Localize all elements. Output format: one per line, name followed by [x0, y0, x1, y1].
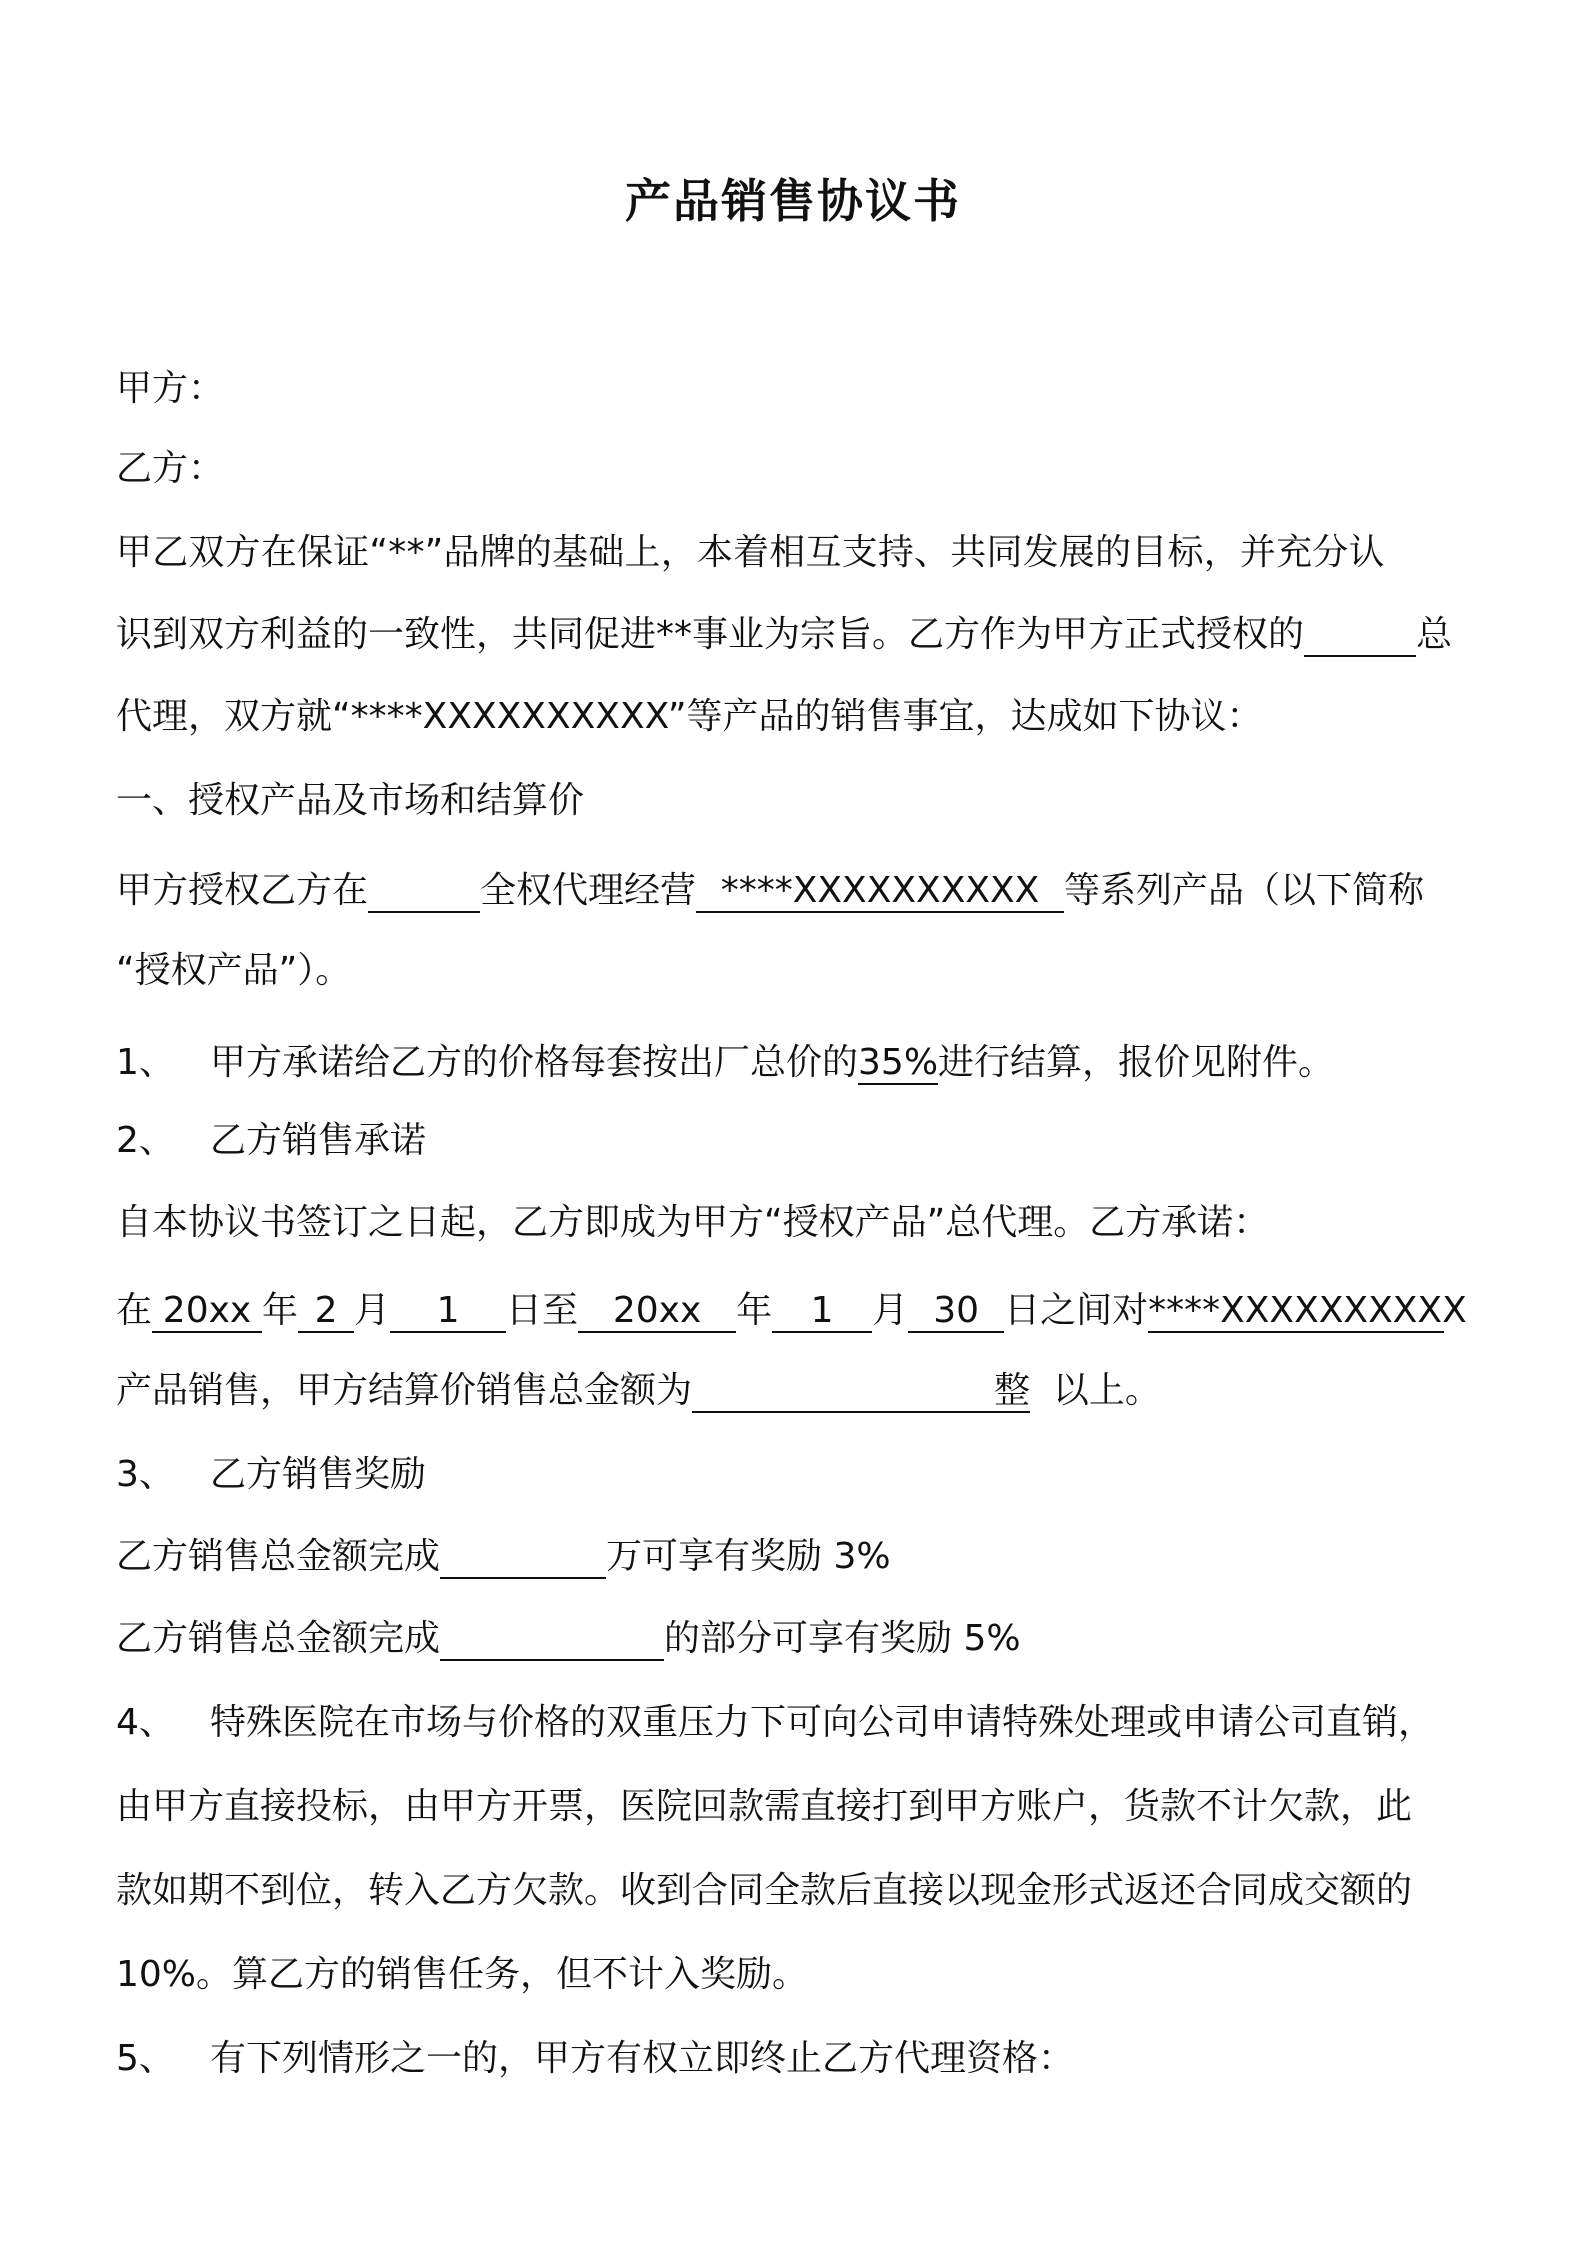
intro-line-2-text: 识到双方利益的一致性，共同促进**事业为宗旨。乙方作为甲方正式授权的 — [116, 614, 1305, 655]
authorization-line-2: “授权产品”）。 — [116, 950, 352, 991]
intro-line-3: 代理，双方就“****XXXXXXXXXX”等产品的销售事宜，达成如下协议： — [116, 696, 1263, 737]
item-1-text-b: 进行结算，报价见附件。 — [938, 1042, 1335, 1083]
reward-2-text-a: 乙方销售总金额完成 — [116, 1618, 441, 1659]
end-year: 20xx — [578, 1291, 736, 1333]
whole-label: 整 — [994, 1370, 1031, 1411]
amount-text: 产品销售，甲方结算价销售总金额为 — [116, 1370, 693, 1411]
intro-line-2 — [116, 612, 1506, 658]
item-5-number: 5、 — [116, 2038, 175, 2079]
document-title: 产品销售协议书 — [625, 174, 961, 228]
blank-market — [368, 871, 480, 913]
item-2-period-line — [116, 1288, 1506, 1334]
year-label-2: 年 — [736, 1290, 773, 1331]
party-a-label: 甲方： — [116, 368, 225, 409]
item-4-line-4: 10%。算乙方的销售任务，但不计入奖励。 — [116, 1954, 809, 1995]
item-3-number: 3、 — [116, 1454, 175, 1495]
above-label: 以上。 — [1052, 1370, 1161, 1411]
item-4-number: 4、 — [116, 1702, 175, 1743]
section-1-heading: 一、授权产品及市场和结算价 — [116, 780, 585, 821]
item-4-line-2: 由甲方直接投标，由甲方开票，医院回款需直接打到甲方账户，货款不计欠款，此 — [116, 1786, 1413, 1827]
reward-1-amount — [440, 1537, 606, 1579]
item-4-line-1 — [116, 1700, 1506, 1746]
reward-2-text-b: 的部分可享有奖励 5% — [664, 1618, 1021, 1659]
total-amount — [692, 1371, 1030, 1413]
year-label-1: 年 — [262, 1290, 299, 1331]
month-label-1: 月 — [354, 1290, 391, 1331]
start-month: 2 — [298, 1291, 354, 1333]
intro-line-1: 甲乙双方在保证“**”品牌的基础上，本着相互支持、共同发展的目标，并充分认 — [116, 532, 1385, 573]
auth-text-c: 等系列产品（以下简称 — [1064, 870, 1425, 911]
item-2-amount-line — [116, 1368, 1506, 1414]
month-label-2: 月 — [872, 1290, 909, 1331]
reward-line-1 — [116, 1534, 1506, 1580]
item-2-number: 2、 — [116, 1120, 175, 1161]
auth-text-b: 全权代理经营 — [480, 870, 697, 911]
blank-region — [1304, 615, 1416, 657]
day-between-label: 日之间对 — [1004, 1290, 1149, 1331]
item-4-line-3: 款如期不到位，转入乙方欠款。收到合同全款后直接以现金形式返还合同成交额的 — [116, 1870, 1413, 1911]
reward-2-amount — [440, 1619, 664, 1661]
auth-product: ****XXXXXXXXXX — [696, 871, 1064, 913]
item-1 — [116, 1040, 1506, 1086]
end-day: 30 — [908, 1291, 1004, 1333]
day-to-label: 日至 — [506, 1290, 579, 1331]
item-5-text: 有下列情形之一的，甲方有权立即终止乙方代理资格： — [210, 2038, 1075, 2079]
item-3-title: 乙方销售奖励 — [210, 1454, 427, 1495]
reward-line-2 — [116, 1616, 1506, 1662]
committed-product: ****XXXXXXXXXX — [1148, 1290, 1467, 1331]
start-year: 20xx — [152, 1291, 262, 1333]
item-2-line-1: 自本协议书签订之日起，乙方即成为甲方“授权产品”总代理。乙方承诺： — [116, 1202, 1270, 1243]
item-1-text-a: 甲方承诺给乙方的价格每套按出厂总价的 — [210, 1042, 859, 1083]
end-month: 1 — [772, 1291, 872, 1333]
auth-text-a: 甲方授权乙方在 — [116, 870, 369, 911]
period-in: 在 — [116, 1290, 153, 1331]
settlement-rate: 35% — [858, 1042, 939, 1083]
item-3-heading — [116, 1452, 1506, 1498]
reward-1-text-a: 乙方销售总金额完成 — [116, 1536, 441, 1577]
party-b-label: 乙方： — [116, 448, 225, 489]
item-2-heading — [116, 1118, 1506, 1164]
item-4-text-1: 特殊医院在市场与价格的双重压力下可向公司申请特殊处理或申请公司直销， — [210, 1702, 1435, 1743]
item-1-number: 1、 — [116, 1042, 175, 1083]
item-2-title: 乙方销售承诺 — [210, 1120, 427, 1161]
item-5 — [116, 2036, 1506, 2082]
start-day: 1 — [390, 1291, 506, 1333]
reward-1-text-b: 万可享有奖励 3% — [606, 1536, 891, 1577]
intro-line-2-end: 总 — [1416, 614, 1453, 655]
authorization-line-1 — [116, 868, 1506, 914]
